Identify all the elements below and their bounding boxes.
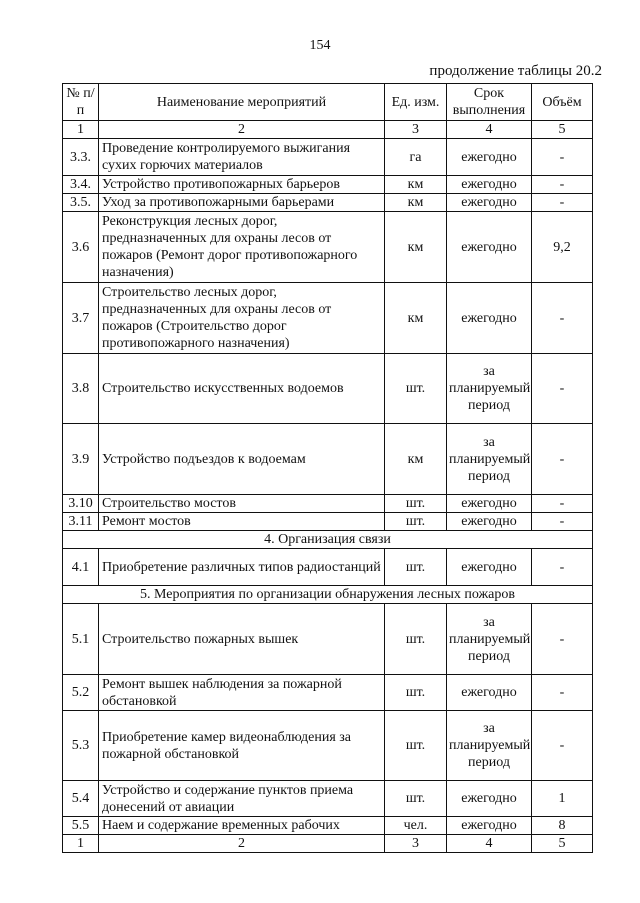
row-number: 3.3. (63, 139, 99, 176)
row-number: 3.4. (63, 176, 99, 194)
row-number: 5.1 (63, 604, 99, 675)
row-term: за планируемый период (447, 424, 532, 495)
header-num: № п/п (63, 84, 99, 121)
section-row (63, 531, 593, 549)
table-row (63, 604, 593, 675)
row-volume: - (532, 424, 593, 495)
row-unit: шт. (385, 675, 447, 711)
row-term: ежегодно (447, 817, 532, 835)
row-term: ежегодно (447, 549, 532, 586)
page-number: 154 (309, 38, 331, 53)
row-volume: - (532, 711, 593, 781)
table-row (63, 495, 593, 513)
row-name: Устройство и содержание пунктов приема донесений от авиации (99, 781, 385, 817)
row-name: Уход за противопожарными барьерами (99, 194, 385, 212)
row-number: 3.6 (63, 212, 99, 283)
table-header-row (63, 84, 593, 121)
row-name: Устройство подъездов к водоемам (99, 424, 385, 495)
row-number: 5.2 (63, 675, 99, 711)
table-row (63, 424, 593, 495)
col-number: 5 (532, 121, 593, 139)
row-volume: - (532, 604, 593, 675)
row-name: Строительство мостов (99, 495, 385, 513)
header-volume: Объём (532, 84, 593, 121)
col-number: 4 (447, 121, 532, 139)
row-unit: км (385, 194, 447, 212)
row-unit: чел. (385, 817, 447, 835)
col-number: 5 (532, 835, 593, 853)
row-name: Строительство искусственных водоемов (99, 354, 385, 424)
row-term: за планируемый период (447, 354, 532, 424)
header-unit: Ед. изм. (385, 84, 447, 121)
column-numbers-row (63, 121, 593, 139)
row-number: 5.3 (63, 711, 99, 781)
col-number: 2 (99, 835, 385, 853)
row-volume: 1 (532, 781, 593, 817)
col-number: 2 (99, 121, 385, 139)
row-volume: - (532, 139, 593, 176)
row-name: Проведение контролируемого выжигания сухих горючих материалов (99, 139, 385, 176)
table-row (63, 283, 593, 354)
row-unit: шт. (385, 354, 447, 424)
table-row (63, 354, 593, 424)
row-unit: шт. (385, 781, 447, 817)
row-number: 4.1 (63, 549, 99, 586)
row-volume: - (532, 675, 593, 711)
table-row (63, 212, 593, 283)
row-name: Строительство лесных дорог, предназначенных для охраны лесов от пожаров (Строительство дорог противопожарного назначения) (99, 283, 385, 354)
row-unit: шт. (385, 513, 447, 531)
col-number: 1 (63, 835, 99, 853)
col-number: 4 (447, 835, 532, 853)
row-unit: км (385, 176, 447, 194)
row-number: 3.10 (63, 495, 99, 513)
section-title: 5. Мероприятия по организации обнаружения лесных пожаров (63, 586, 593, 604)
row-unit: шт. (385, 604, 447, 675)
row-name: Реконструкция лесных дорог, предназначенных для охраны лесов от пожаров (Ремонт дорог противопожарного назначения) (99, 212, 385, 283)
row-volume: - (532, 513, 593, 531)
row-name: Ремонт вышек наблюдения за пожарной обстановкой (99, 675, 385, 711)
row-unit: км (385, 283, 447, 354)
table-row (63, 781, 593, 817)
table-row (63, 139, 593, 176)
table-row (63, 817, 593, 835)
row-number: 3.7 (63, 283, 99, 354)
row-name: Строительство пожарных вышек (99, 604, 385, 675)
row-unit: км (385, 424, 447, 495)
continuation-label: продолжение таблицы 20.2 (429, 63, 602, 79)
row-name: Устройство противопожарных барьеров (99, 176, 385, 194)
row-term: за планируемый период (447, 711, 532, 781)
row-volume: - (532, 495, 593, 513)
column-numbers-row (63, 835, 593, 853)
row-volume: 8 (532, 817, 593, 835)
col-number: 3 (385, 121, 447, 139)
row-number: 5.4 (63, 781, 99, 817)
measures-table (62, 83, 593, 853)
row-unit: шт. (385, 549, 447, 586)
row-number: 5.5 (63, 817, 99, 835)
row-unit: шт. (385, 711, 447, 781)
row-term: ежегодно (447, 513, 532, 531)
row-unit: шт. (385, 495, 447, 513)
row-volume: 9,2 (532, 212, 593, 283)
row-number: 3.9 (63, 424, 99, 495)
table-row (63, 549, 593, 586)
table-row (63, 194, 593, 212)
row-number: 3.5. (63, 194, 99, 212)
table-row (63, 513, 593, 531)
col-number: 1 (63, 121, 99, 139)
row-term: за планируемый период (447, 604, 532, 675)
row-term: ежегодно (447, 139, 532, 176)
row-volume: - (532, 283, 593, 354)
header-term: Срок выполнения (447, 84, 532, 121)
section-row (63, 586, 593, 604)
row-term: ежегодно (447, 675, 532, 711)
row-name: Ремонт мостов (99, 513, 385, 531)
row-name: Приобретение камер видеонаблюдения за пожарной обстановкой (99, 711, 385, 781)
row-term: ежегодно (447, 212, 532, 283)
header-name: Наименование мероприятий (99, 84, 385, 121)
row-volume: - (532, 176, 593, 194)
table-row (63, 176, 593, 194)
section-title: 4. Организация связи (63, 531, 593, 549)
row-term: ежегодно (447, 176, 532, 194)
row-unit: км (385, 212, 447, 283)
row-unit: га (385, 139, 447, 176)
row-term: ежегодно (447, 495, 532, 513)
row-number: 3.11 (63, 513, 99, 531)
row-volume: - (532, 194, 593, 212)
row-volume: - (532, 549, 593, 586)
table-row (63, 711, 593, 781)
table-row (63, 675, 593, 711)
row-term: ежегодно (447, 283, 532, 354)
row-number: 3.8 (63, 354, 99, 424)
row-term: ежегодно (447, 781, 532, 817)
row-name: Наем и содержание временных рабочих (99, 817, 385, 835)
row-name: Приобретение различных типов радиостанций (99, 549, 385, 586)
row-term: ежегодно (447, 194, 532, 212)
col-number: 3 (385, 835, 447, 853)
row-volume: - (532, 354, 593, 424)
